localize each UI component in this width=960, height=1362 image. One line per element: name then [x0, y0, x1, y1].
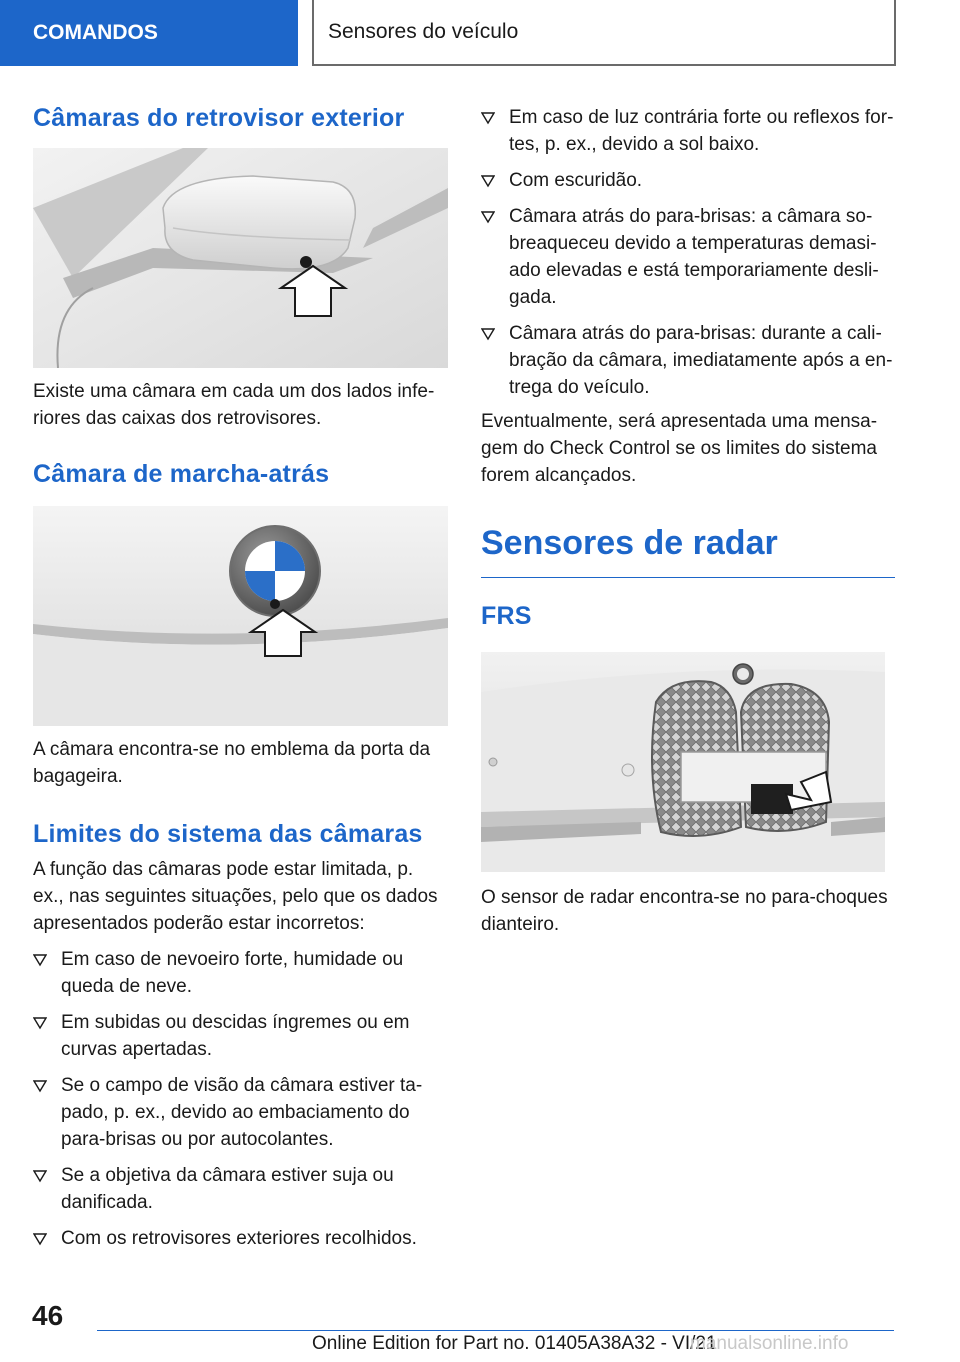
bullet-triangle-icon — [481, 327, 495, 341]
right-column — [481, 104, 895, 938]
page-number: 46 — [32, 1300, 64, 1331]
camera-limits-list — [33, 946, 448, 1252]
bullet-triangle-icon — [33, 1079, 47, 1093]
mirror-camera-heading: Câmaras do retrovisor exterior — [33, 104, 405, 132]
section-label: COMANDOS — [33, 21, 158, 44]
bullet-triangle-icon — [481, 174, 495, 188]
reverse-camera-text: A câmara encontra-se no emblema da porta da bagageira. — [33, 739, 431, 787]
list-item — [481, 104, 895, 158]
mirror-camera-text: Existe uma câmara em cada um dos lados inferiores das caixas dos retrovisores. — [33, 381, 435, 429]
list-item — [33, 1072, 448, 1153]
bullet-triangle-icon — [33, 953, 47, 967]
list-item — [481, 320, 895, 401]
radar-sensor-text: O sensor de radar encontra-se no para-choques dianteiro. — [481, 887, 888, 935]
camera-limits-heading: Limites do sistema das câmaras — [33, 820, 423, 848]
check-control-text: Eventualmente, será apresentada uma mensagem do Check Control se os limites do sistema forem alcançados. — [481, 411, 878, 486]
list-item — [33, 946, 448, 1000]
list-item — [481, 203, 895, 311]
reverse-camera-illustration — [33, 506, 448, 726]
list-item — [33, 1009, 448, 1063]
list-item-text: Com os retrovisores exteriores recolhidos. — [61, 1228, 417, 1249]
footer-edition: Online Edition for Part no. 01405A38A32 - VI/21 — [312, 1333, 717, 1354]
reverse-camera-heading: Câmara de marcha-atrás — [33, 460, 330, 488]
left-column — [33, 96, 448, 1261]
radar-sensor-illustration — [481, 652, 885, 872]
list-item — [33, 1225, 448, 1252]
bullet-triangle-icon — [33, 1232, 47, 1246]
list-item — [33, 1162, 448, 1216]
list-item-text: Em caso de luz contrária forte ou reflexos fortes, p. ex., devido a sol baixo. — [509, 107, 894, 155]
list-item-text: Se o campo de visão da câmara estiver tapado, p. ex., devido ao embaciamento do para-brisas ou por autocolantes. — [61, 1075, 423, 1150]
list-item-text: Em subidas ou descidas íngremes ou em curvas apertadas. — [61, 1012, 410, 1060]
list-item-text: Em caso de nevoeiro forte, humidade ou queda de neve. — [61, 949, 404, 997]
camera-limits-list-continued — [481, 104, 895, 401]
mirror-camera-illustration — [33, 148, 448, 368]
list-item-text: Câmara atrás do para-brisas: a câmara sobreaqueceu devido a temperaturas demasiado elevadas e está temporariamente desligada. — [509, 206, 879, 308]
list-item-text: Se a objetiva da câmara estiver suja ou danificada. — [61, 1165, 394, 1213]
bullet-triangle-icon — [481, 210, 495, 224]
radar-sensors-title: Sensores de radar — [481, 519, 895, 578]
section-tab — [0, 0, 298, 66]
page-header — [312, 0, 896, 66]
list-item-text: Câmara atrás do para-brisas: durante a calibração da câmara, imediatamente após a entrega do veículo. — [509, 323, 893, 398]
watermark: manualsonline.info — [690, 1333, 849, 1354]
list-item-text: Com escuridão. — [509, 170, 643, 191]
bullet-triangle-icon — [33, 1169, 47, 1183]
footer-divider — [97, 1330, 894, 1331]
frs-heading: FRS — [481, 602, 532, 630]
list-item — [481, 167, 895, 194]
bullet-triangle-icon — [481, 111, 495, 125]
camera-limits-intro: A função das câmaras pode estar limitada, p. ex., nas seguintes situações, pelo que os dados apresentados poderão estar incorretos: — [33, 859, 438, 934]
page-header-title: Sensores do veículo — [328, 20, 519, 43]
bullet-triangle-icon — [33, 1016, 47, 1030]
